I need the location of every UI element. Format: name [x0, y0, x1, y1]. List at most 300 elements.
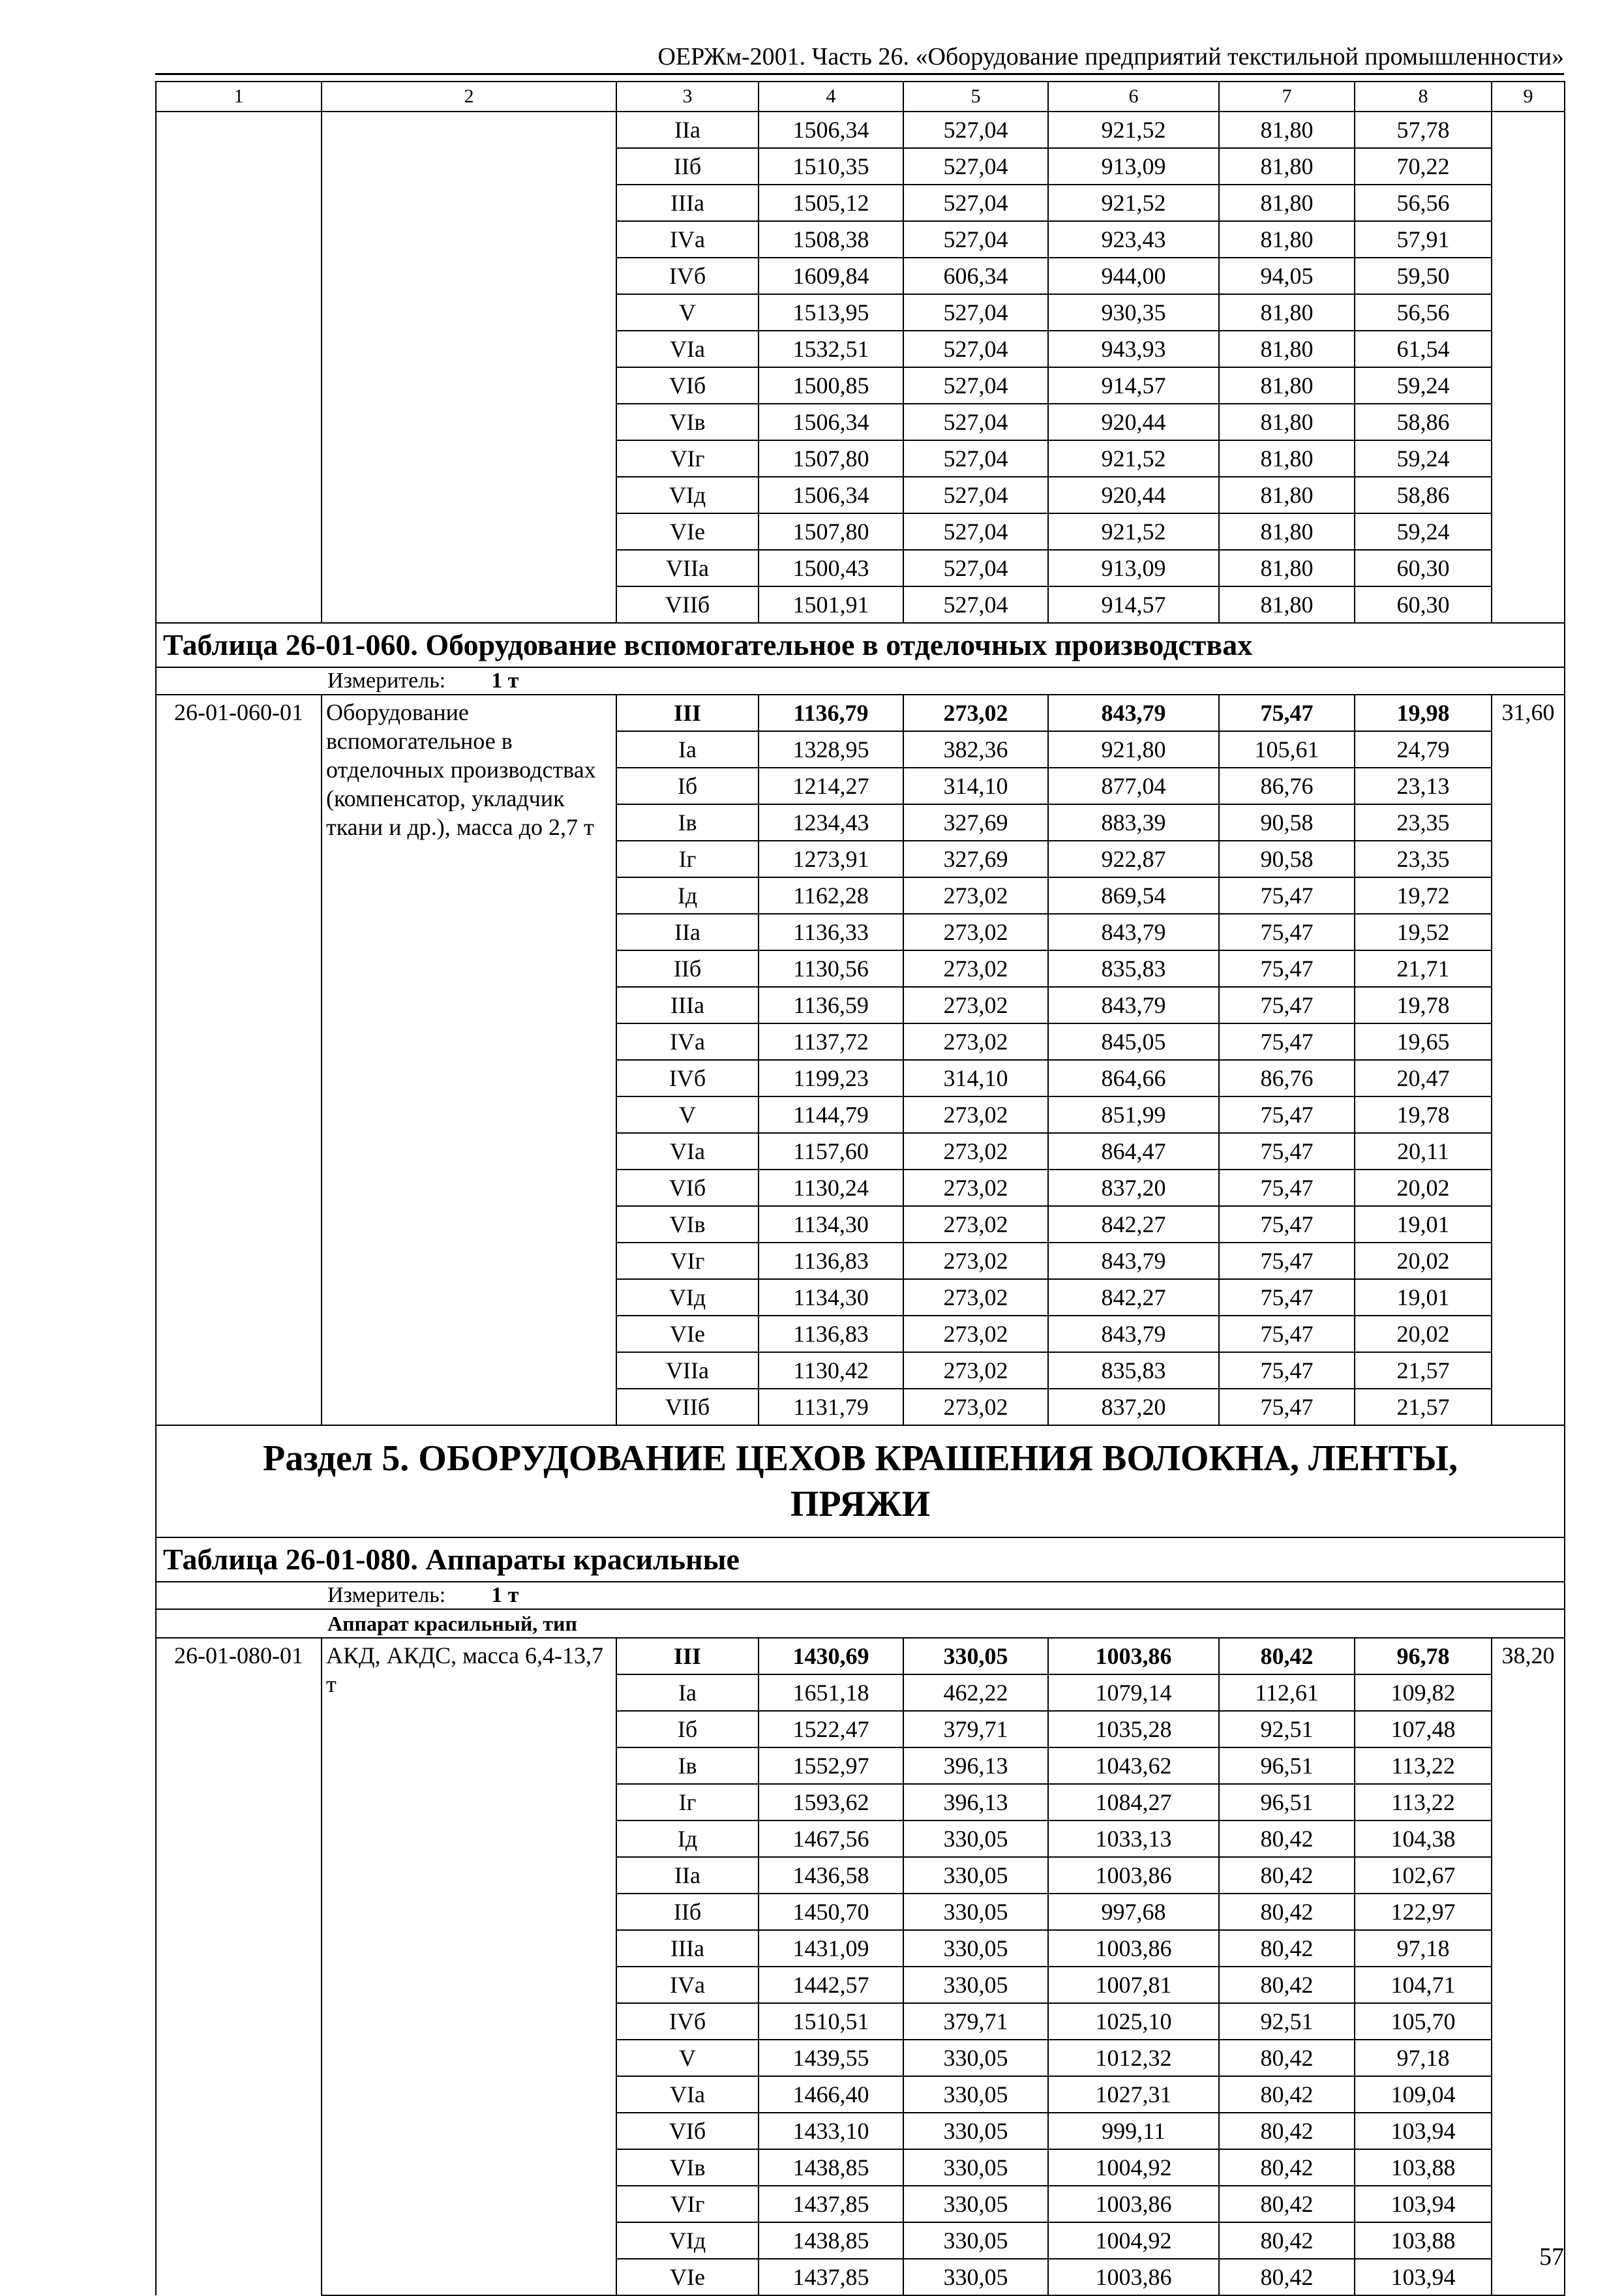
- value-cell: 379,71: [903, 2003, 1048, 2040]
- value-cell: 20,02: [1355, 1243, 1492, 1279]
- value-cell: 273,02: [903, 1389, 1048, 1425]
- zone-code-cell: VIб: [616, 2113, 759, 2149]
- value-cell: 1430,69: [759, 1638, 903, 1674]
- value-cell: 314,10: [903, 768, 1048, 804]
- value-cell: 527,04: [903, 185, 1048, 221]
- zone-code-cell: Iб: [616, 768, 759, 804]
- zone-code-cell: IIIа: [616, 987, 759, 1023]
- value-cell: 102,67: [1355, 1857, 1492, 1894]
- value-cell: 273,02: [903, 1352, 1048, 1389]
- price-table: [155, 81, 1565, 2296]
- value-cell: 921,52: [1048, 185, 1219, 221]
- value-cell: 842,27: [1048, 1206, 1219, 1243]
- description-cell: [322, 112, 616, 623]
- value-cell: 273,02: [903, 1206, 1048, 1243]
- zone-code-cell: IVа: [616, 1023, 759, 1060]
- value-cell: 75,47: [1219, 1096, 1355, 1133]
- value-cell: 330,05: [903, 2040, 1048, 2076]
- value-cell: 1012,32: [1048, 2040, 1219, 2076]
- value-cell: 81,80: [1219, 185, 1355, 221]
- value-cell: 527,04: [903, 550, 1048, 586]
- running-header: ОЕРЖм-2001. Часть 26. «Оборудование предприятий текстильной промышленности»: [657, 43, 1564, 70]
- value-cell: 845,05: [1048, 1023, 1219, 1060]
- value-cell: 921,52: [1048, 112, 1219, 148]
- measure-value: 1 т: [491, 1583, 519, 1607]
- value-cell: 273,02: [903, 1316, 1048, 1352]
- value-cell: 19,01: [1355, 1206, 1492, 1243]
- value-cell: 273,02: [903, 1279, 1048, 1316]
- code-cell: 26-01-080-01: [156, 1638, 322, 2295]
- zone-code-cell: VIIб: [616, 586, 759, 623]
- zone-code-cell: IVа: [616, 1967, 759, 2003]
- value-cell: 1136,59: [759, 987, 903, 1023]
- value-cell: 75,47: [1219, 1023, 1355, 1060]
- value-cell: 60,30: [1355, 586, 1492, 623]
- value-cell: 1450,70: [759, 1894, 903, 1930]
- value-cell: 1007,81: [1048, 1967, 1219, 2003]
- value-cell: 1507,80: [759, 513, 903, 550]
- value-cell: 80,42: [1219, 2149, 1355, 2186]
- zone-code-cell: III: [616, 1638, 759, 1674]
- value-cell: 330,05: [903, 1894, 1048, 1930]
- value-cell: 81,80: [1219, 294, 1355, 331]
- zone-code-cell: IIIа: [616, 185, 759, 221]
- zone-code-cell: IIб: [616, 1894, 759, 1930]
- value-cell: 843,79: [1048, 695, 1219, 731]
- value-cell: 107,48: [1355, 1711, 1492, 1747]
- value-cell: 19,98: [1355, 695, 1492, 731]
- value-cell: 330,05: [903, 2186, 1048, 2222]
- value-cell: 80,42: [1219, 2113, 1355, 2149]
- zone-code-cell: VIд: [616, 1279, 759, 1316]
- value-cell: 19,01: [1355, 1279, 1492, 1316]
- value-cell: 379,71: [903, 1711, 1048, 1747]
- value-cell: 1466,40: [759, 2076, 903, 2113]
- zone-code-cell: V: [616, 2040, 759, 2076]
- table-title: Таблица 26-01-080. Аппараты красильные: [156, 1537, 1565, 1582]
- table-row: [156, 112, 1565, 148]
- zone-code-cell: IVб: [616, 2003, 759, 2040]
- value-cell: 80,42: [1219, 1930, 1355, 1967]
- value-cell: 96,51: [1219, 1747, 1355, 1784]
- subheader: Аппарат красильный, тип: [156, 1609, 1565, 1638]
- value-cell: 20,11: [1355, 1133, 1492, 1170]
- value-cell: 1003,86: [1048, 1930, 1219, 1967]
- value-cell: 21,57: [1355, 1389, 1492, 1425]
- value-cell: 914,57: [1048, 586, 1219, 623]
- column-number: 5: [903, 82, 1048, 112]
- zone-code-cell: VIа: [616, 1133, 759, 1170]
- zone-code-cell: Iа: [616, 731, 759, 768]
- value-cell: 843,79: [1048, 1316, 1219, 1352]
- value-cell: 1510,35: [759, 148, 903, 185]
- zone-code-cell: Iг: [616, 841, 759, 877]
- zone-code-cell: VIе: [616, 1316, 759, 1352]
- value-cell: 1136,33: [759, 914, 903, 950]
- value-cell: 70,22: [1355, 148, 1492, 185]
- value-cell: 999,11: [1048, 2113, 1219, 2149]
- column-number: 4: [759, 82, 903, 112]
- value-cell: 913,09: [1048, 148, 1219, 185]
- zone-code-cell: III: [616, 695, 759, 731]
- value-cell: 1439,55: [759, 2040, 903, 2076]
- value-cell: 90,58: [1219, 841, 1355, 877]
- value-cell: 1004,92: [1048, 2222, 1219, 2259]
- value-cell: 1199,23: [759, 1060, 903, 1096]
- value-cell: 396,13: [903, 1784, 1048, 1820]
- value-cell: 1522,47: [759, 1711, 903, 1747]
- value-cell: 57,78: [1355, 112, 1492, 148]
- value-cell: 914,57: [1048, 367, 1219, 404]
- value-cell: 606,34: [903, 258, 1048, 294]
- value-cell: 81,80: [1219, 112, 1355, 148]
- value-cell: 1506,34: [759, 477, 903, 513]
- value-cell: 112,61: [1219, 1674, 1355, 1711]
- subheader-row: [156, 1609, 1565, 1638]
- value-cell: 1157,60: [759, 1133, 903, 1170]
- zone-code-cell: IVб: [616, 1060, 759, 1096]
- value-cell: 1136,79: [759, 695, 903, 731]
- value-cell: 109,04: [1355, 2076, 1492, 2113]
- column-number: 3: [616, 82, 759, 112]
- value-cell: 843,79: [1048, 1243, 1219, 1279]
- measure-cell: [156, 667, 1565, 695]
- value-cell: 1130,56: [759, 950, 903, 987]
- value-cell: 864,66: [1048, 1060, 1219, 1096]
- value-cell: 103,94: [1355, 2186, 1492, 2222]
- value-cell: 56,56: [1355, 294, 1492, 331]
- value-cell: 1131,79: [759, 1389, 903, 1425]
- value-cell: 92,51: [1219, 2003, 1355, 2040]
- value-cell: 314,10: [903, 1060, 1048, 1096]
- value-cell: 330,05: [903, 1638, 1048, 1674]
- value-cell: 97,18: [1355, 1930, 1492, 1967]
- value-cell: 273,02: [903, 877, 1048, 914]
- measure-value: 1 т: [491, 669, 519, 693]
- value-cell: 1431,09: [759, 1930, 903, 1967]
- value-cell: 1130,42: [759, 1352, 903, 1389]
- value-cell: 59,24: [1355, 367, 1492, 404]
- zone-code-cell: VIг: [616, 2186, 759, 2222]
- value-cell: 80,42: [1219, 1857, 1355, 1894]
- zone-code-cell: VIд: [616, 477, 759, 513]
- zone-code-cell: VIб: [616, 367, 759, 404]
- zone-code-cell: VIб: [616, 1170, 759, 1206]
- column-number: 1: [156, 82, 322, 112]
- value-cell: 1144,79: [759, 1096, 903, 1133]
- column-number: 7: [1219, 82, 1355, 112]
- value-cell: 913,09: [1048, 550, 1219, 586]
- value-cell: 57,91: [1355, 221, 1492, 258]
- value-cell: 930,35: [1048, 294, 1219, 331]
- col9-cell: 38,20: [1492, 1638, 1565, 2295]
- value-cell: 75,47: [1219, 1206, 1355, 1243]
- value-cell: 21,57: [1355, 1352, 1492, 1389]
- value-cell: 527,04: [903, 404, 1048, 440]
- value-cell: 59,24: [1355, 440, 1492, 477]
- value-cell: 273,02: [903, 1133, 1048, 1170]
- value-cell: 81,80: [1219, 550, 1355, 586]
- value-cell: 75,47: [1219, 1170, 1355, 1206]
- value-cell: 877,04: [1048, 768, 1219, 804]
- value-cell: 997,68: [1048, 1894, 1219, 1930]
- value-cell: 273,02: [903, 1243, 1048, 1279]
- value-cell: 75,47: [1219, 1316, 1355, 1352]
- value-cell: 273,02: [903, 695, 1048, 731]
- value-cell: 21,71: [1355, 950, 1492, 987]
- value-cell: 1328,95: [759, 731, 903, 768]
- value-cell: 1004,92: [1048, 2149, 1219, 2186]
- value-cell: 80,42: [1219, 2222, 1355, 2259]
- value-cell: 921,80: [1048, 731, 1219, 768]
- column-number: 9: [1492, 82, 1565, 112]
- zone-code-cell: IVб: [616, 258, 759, 294]
- value-cell: 75,47: [1219, 695, 1355, 731]
- value-cell: 837,20: [1048, 1170, 1219, 1206]
- value-cell: 842,27: [1048, 1279, 1219, 1316]
- value-cell: 90,58: [1219, 804, 1355, 841]
- value-cell: 103,88: [1355, 2149, 1492, 2186]
- value-cell: 1214,27: [759, 768, 903, 804]
- value-cell: 527,04: [903, 294, 1048, 331]
- value-cell: 330,05: [903, 1930, 1048, 1967]
- value-cell: 19,65: [1355, 1023, 1492, 1060]
- zone-code-cell: VIIб: [616, 1389, 759, 1425]
- value-cell: 61,54: [1355, 331, 1492, 367]
- zone-code-cell: VIе: [616, 513, 759, 550]
- value-cell: 527,04: [903, 221, 1048, 258]
- zone-code-cell: Iб: [616, 1711, 759, 1747]
- value-cell: 75,47: [1219, 1389, 1355, 1425]
- value-cell: 80,42: [1219, 2259, 1355, 2295]
- code-cell: [156, 112, 322, 623]
- value-cell: 921,52: [1048, 440, 1219, 477]
- value-cell: 527,04: [903, 586, 1048, 623]
- value-cell: 104,71: [1355, 1967, 1492, 2003]
- value-cell: 273,02: [903, 1170, 1048, 1206]
- value-cell: 330,05: [903, 2076, 1048, 2113]
- value-cell: 81,80: [1219, 586, 1355, 623]
- value-cell: 1438,85: [759, 2149, 903, 2186]
- value-cell: 80,42: [1219, 1894, 1355, 1930]
- table-row: [156, 695, 1565, 731]
- value-cell: 943,93: [1048, 331, 1219, 367]
- zone-code-cell: Iг: [616, 1784, 759, 1820]
- value-cell: 330,05: [903, 2259, 1048, 2295]
- value-cell: 1433,10: [759, 2113, 903, 2149]
- value-cell: 920,44: [1048, 477, 1219, 513]
- value-cell: 1003,86: [1048, 1857, 1219, 1894]
- value-cell: 19,78: [1355, 1096, 1492, 1133]
- value-cell: 273,02: [903, 914, 1048, 950]
- code-cell: 26-01-060-01: [156, 695, 322, 1425]
- value-cell: 75,47: [1219, 914, 1355, 950]
- value-cell: 864,47: [1048, 1133, 1219, 1170]
- zone-code-cell: VIв: [616, 2149, 759, 2186]
- value-cell: 1506,34: [759, 112, 903, 148]
- measure-row: [156, 667, 1565, 695]
- value-cell: 1130,24: [759, 1170, 903, 1206]
- value-cell: 122,97: [1355, 1894, 1492, 1930]
- value-cell: 851,99: [1048, 1096, 1219, 1133]
- description-cell: АКД, АКДС, масса 6,4-13,7 т: [322, 1638, 616, 2295]
- value-cell: 1501,91: [759, 586, 903, 623]
- header-rule: [155, 73, 1564, 75]
- value-cell: 1506,34: [759, 404, 903, 440]
- value-cell: 922,87: [1048, 841, 1219, 877]
- value-cell: 1437,85: [759, 2259, 903, 2295]
- zone-code-cell: VIIа: [616, 1352, 759, 1389]
- value-cell: 1136,83: [759, 1243, 903, 1279]
- value-cell: 527,04: [903, 112, 1048, 148]
- value-cell: 94,05: [1219, 258, 1355, 294]
- value-cell: 835,83: [1048, 1352, 1219, 1389]
- zone-code-cell: Iв: [616, 1747, 759, 1784]
- value-cell: 835,83: [1048, 950, 1219, 987]
- zone-code-cell: VIа: [616, 2076, 759, 2113]
- value-cell: 56,56: [1355, 185, 1492, 221]
- value-cell: 1137,72: [759, 1023, 903, 1060]
- value-cell: 327,69: [903, 804, 1048, 841]
- zone-code-cell: IIа: [616, 914, 759, 950]
- value-cell: 527,04: [903, 148, 1048, 185]
- value-cell: 1508,38: [759, 221, 903, 258]
- value-cell: 75,47: [1219, 950, 1355, 987]
- table-title-row: [156, 623, 1565, 667]
- zone-code-cell: VIIа: [616, 550, 759, 586]
- value-cell: 80,42: [1219, 2040, 1355, 2076]
- value-cell: 59,50: [1355, 258, 1492, 294]
- measure-row: [156, 1582, 1565, 1609]
- value-cell: 330,05: [903, 2222, 1048, 2259]
- zone-code-cell: VIе: [616, 2259, 759, 2295]
- value-cell: 1136,83: [759, 1316, 903, 1352]
- value-cell: 1134,30: [759, 1279, 903, 1316]
- value-cell: 1273,91: [759, 841, 903, 877]
- value-cell: 20,02: [1355, 1316, 1492, 1352]
- value-cell: 96,78: [1355, 1638, 1492, 1674]
- value-cell: 527,04: [903, 513, 1048, 550]
- value-cell: 1035,28: [1048, 1711, 1219, 1747]
- value-cell: 1513,95: [759, 294, 903, 331]
- value-cell: 1500,43: [759, 550, 903, 586]
- column-number-row: [156, 82, 1565, 112]
- zone-code-cell: VIд: [616, 2222, 759, 2259]
- value-cell: 273,02: [903, 1023, 1048, 1060]
- value-cell: 97,18: [1355, 2040, 1492, 2076]
- value-cell: 837,20: [1048, 1389, 1219, 1425]
- value-cell: 1003,86: [1048, 2259, 1219, 2295]
- table-title-row: [156, 1537, 1565, 1582]
- value-cell: 1027,31: [1048, 2076, 1219, 2113]
- zone-code-cell: IIа: [616, 112, 759, 148]
- value-cell: 19,72: [1355, 877, 1492, 914]
- value-cell: 80,42: [1219, 1638, 1355, 1674]
- zone-code-cell: Iд: [616, 877, 759, 914]
- value-cell: 96,51: [1219, 1784, 1355, 1820]
- value-cell: 527,04: [903, 367, 1048, 404]
- value-cell: 1442,57: [759, 1967, 903, 2003]
- measure-label: Измеритель:: [327, 1583, 446, 1607]
- value-cell: 81,80: [1219, 367, 1355, 404]
- value-cell: 1025,10: [1048, 2003, 1219, 2040]
- zone-code-cell: VIа: [616, 331, 759, 367]
- value-cell: 86,76: [1219, 1060, 1355, 1096]
- value-cell: 1162,28: [759, 877, 903, 914]
- value-cell: 396,13: [903, 1747, 1048, 1784]
- value-cell: 81,80: [1219, 513, 1355, 550]
- value-cell: 462,22: [903, 1674, 1048, 1711]
- value-cell: 104,38: [1355, 1820, 1492, 1857]
- value-cell: 330,05: [903, 1967, 1048, 2003]
- value-cell: 1438,85: [759, 2222, 903, 2259]
- value-cell: 75,47: [1219, 1133, 1355, 1170]
- value-cell: 273,02: [903, 950, 1048, 987]
- value-cell: 843,79: [1048, 914, 1219, 950]
- zone-code-cell: IIб: [616, 148, 759, 185]
- value-cell: 81,80: [1219, 440, 1355, 477]
- value-cell: 19,52: [1355, 914, 1492, 950]
- zone-code-cell: VIг: [616, 1243, 759, 1279]
- value-cell: 527,04: [903, 477, 1048, 513]
- zone-code-cell: VIг: [616, 440, 759, 477]
- description-cell: Оборудование вспомогательное в отделочных производствах (компенсатор, укладчик ткани и др.), масса до 2,7 т: [322, 695, 616, 1425]
- value-cell: 527,04: [903, 331, 1048, 367]
- value-cell: 1003,86: [1048, 1638, 1219, 1674]
- value-cell: 23,13: [1355, 768, 1492, 804]
- value-cell: 75,47: [1219, 1243, 1355, 1279]
- value-cell: 1134,30: [759, 1206, 903, 1243]
- value-cell: 330,05: [903, 1820, 1048, 1857]
- col9-cell: [1492, 112, 1565, 623]
- column-number: 2: [322, 82, 616, 112]
- zone-code-cell: IVа: [616, 221, 759, 258]
- col9-cell: 31,60: [1492, 695, 1565, 1425]
- value-cell: 1593,62: [759, 1784, 903, 1820]
- value-cell: 60,30: [1355, 550, 1492, 586]
- value-cell: 23,35: [1355, 804, 1492, 841]
- measure-label: Измеритель:: [327, 669, 446, 693]
- value-cell: 1510,51: [759, 2003, 903, 2040]
- value-cell: 1234,43: [759, 804, 903, 841]
- value-cell: 59,24: [1355, 513, 1492, 550]
- value-cell: 81,80: [1219, 148, 1355, 185]
- value-cell: 843,79: [1048, 987, 1219, 1023]
- value-cell: 1437,85: [759, 2186, 903, 2222]
- value-cell: 58,86: [1355, 404, 1492, 440]
- value-cell: 1003,86: [1048, 2186, 1219, 2222]
- value-cell: 923,43: [1048, 221, 1219, 258]
- value-cell: 1033,13: [1048, 1820, 1219, 1857]
- value-cell: 330,05: [903, 1857, 1048, 1894]
- value-cell: 24,79: [1355, 731, 1492, 768]
- value-cell: 1500,85: [759, 367, 903, 404]
- value-cell: 113,22: [1355, 1784, 1492, 1820]
- value-cell: 869,54: [1048, 877, 1219, 914]
- value-cell: 1079,14: [1048, 1674, 1219, 1711]
- zone-code-cell: IIа: [616, 1857, 759, 1894]
- section-title-row: [156, 1425, 1565, 1537]
- value-cell: 273,02: [903, 1096, 1048, 1133]
- table-row: [156, 1638, 1565, 1674]
- value-cell: 944,00: [1048, 258, 1219, 294]
- value-cell: 330,05: [903, 2149, 1048, 2186]
- column-number: 6: [1048, 82, 1219, 112]
- value-cell: 883,39: [1048, 804, 1219, 841]
- value-cell: 23,35: [1355, 841, 1492, 877]
- page-number: 57: [1539, 2243, 1564, 2271]
- value-cell: 1505,12: [759, 185, 903, 221]
